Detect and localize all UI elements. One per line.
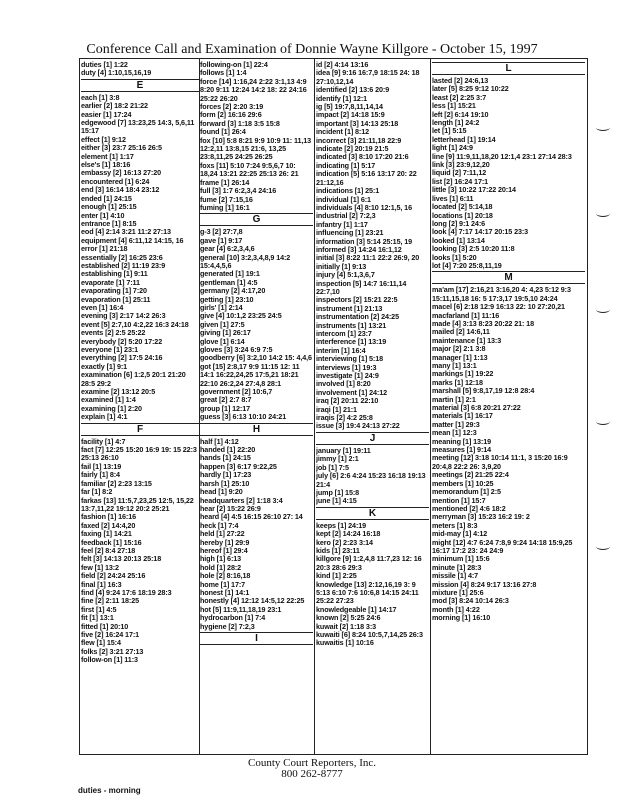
index-entry: events [2] 2:5 25:22 bbox=[81, 328, 146, 338]
index-entry: indicated [3] 8:10 17:20 21:6 bbox=[316, 152, 409, 162]
index-entry: interviews [1] 19:3 bbox=[316, 362, 377, 372]
index-entry: high [1] 6:13 bbox=[200, 554, 242, 564]
index-entry: gave [1] 9:17 bbox=[200, 235, 243, 245]
index-entry: individuals [4] 8:10 12:1,5, 16 bbox=[316, 202, 412, 212]
index-entry: honest [1] 14:1 bbox=[200, 587, 250, 597]
index-entry: influencing [1] 23:21 bbox=[316, 228, 384, 238]
index-entry: essentially [2] 16:25 23:6 bbox=[81, 252, 163, 262]
index-entry: g-3 [2] 27:7,8 bbox=[200, 227, 243, 237]
index-entry: month [1] 4:22 bbox=[432, 604, 480, 614]
margin-check-mark bbox=[596, 124, 610, 131]
index-entry: inspectors [2] 15:21 22:5 bbox=[316, 295, 398, 305]
index-entry: made [4] 3:13 8:23 20:22 21: 18 bbox=[432, 318, 534, 328]
index-entry: january [1] 19:11 bbox=[316, 445, 371, 455]
index-entry: looked [1] 13:14 bbox=[432, 235, 485, 245]
index-entry: encountered [1] 6:24 bbox=[81, 176, 150, 186]
index-entry: interviewing [1] 5:18 bbox=[316, 354, 383, 364]
index-entry: mission [4] 8:24 9:17 13:16 27:8 bbox=[432, 579, 537, 589]
index-entry: got [15] 2:8,17 9:9 11:15 12: 11 14:1 16:22,24,25 17:5,21 18:21 22:10 26:2,24 27:4,8 28:1 bbox=[200, 361, 300, 388]
index-entry: hardly [1] 17:23 bbox=[200, 470, 252, 480]
index-entry: everybody [2] 5:20 17:22 bbox=[81, 336, 163, 346]
index-entry: faxing [1] 14:21 bbox=[81, 529, 132, 539]
index-entry: general [10] 3:2,3,4,8,9 14:2 15:4,4,5,6 bbox=[200, 252, 291, 270]
index-entry: hygiene [2] 7:2,3 bbox=[200, 621, 255, 631]
index-entry: members [1] 10:25 bbox=[432, 478, 494, 488]
reporter-name: County Court Reporters, Inc. bbox=[247, 757, 376, 769]
index-entry: faxed [2] 14:4,20 bbox=[81, 520, 136, 530]
index-entry: feedback [1] 15:16 bbox=[81, 537, 142, 547]
index-entry: headquarters [2] 1:18 3:4 bbox=[200, 495, 283, 505]
index-entry: missile [1] 4:7 bbox=[432, 571, 479, 581]
index-entry: mid-may [1] 4:12 bbox=[432, 529, 488, 539]
index-entry: even [1] 16:4 bbox=[81, 302, 124, 312]
index-entry: meetings [2] 21:25 22:4 bbox=[432, 470, 509, 480]
index-entry: fit [1] 13:1 bbox=[81, 613, 114, 623]
index-entry: initial [3] 8:22 11:1 22:2 26:9, 20 bbox=[316, 253, 420, 263]
index-entry: industrial [2] 7:2,3 bbox=[316, 211, 376, 221]
index-entry: evening [3] 2:17 14:2 26:3 bbox=[81, 311, 166, 321]
index-entry: incorrect [3] 21:11,18 22:9 bbox=[316, 135, 402, 145]
index-entry: felt [3] 14:13 20:13 25:18 bbox=[81, 554, 162, 564]
index-entry: kuwaiti [6] 8:24 10:5,7,14,25 26:3 bbox=[316, 630, 423, 639]
index-entry: idea [9] 9:16 16:7,9 18:15 24: 18 27:10,12,14 bbox=[316, 68, 420, 86]
index-entry: link [3] 23:9,12,20 bbox=[432, 160, 490, 170]
index-entry: later [5] 8:25 9:12 10:22 bbox=[432, 84, 509, 94]
index-entry: gear [4] 6:2,3,4,6 bbox=[200, 244, 255, 254]
column-divider bbox=[430, 58, 431, 755]
index-entry: head [1] 9:20 bbox=[200, 487, 243, 497]
index-entry: duties [1] 1:22 bbox=[81, 61, 128, 69]
letter-header: I bbox=[200, 632, 313, 645]
index-entry: fairly [1] 8:4 bbox=[81, 470, 120, 480]
index-entry: fail [1] 13:19 bbox=[81, 461, 122, 471]
index-entry: glove [1] 6:14 bbox=[200, 336, 245, 346]
letter-header: G bbox=[200, 213, 313, 226]
margin-check-mark bbox=[596, 418, 610, 425]
index-entry: getting [1] 23:10 bbox=[200, 294, 254, 304]
index-entry: material [3] 6:8 20:21 27:22 bbox=[432, 403, 521, 413]
index-entry: indication [5] 5:16 13:17 20: 22 21:12,16 bbox=[316, 169, 417, 187]
index-entry: liquid [2] 7:11,12 bbox=[432, 168, 487, 178]
index-entry: hydrocarbon [1] 7:4 bbox=[200, 613, 266, 623]
index-entry: mailed [2] 14:6,11 bbox=[432, 327, 490, 337]
index-entry: macfarland [1] 11:16 bbox=[432, 310, 500, 320]
index-entry: everyone [1] 23:1 bbox=[81, 345, 139, 354]
page-range: duties - morning bbox=[78, 786, 141, 795]
letter-header: E bbox=[81, 79, 199, 92]
index-entry: far [1] 8:2 bbox=[81, 487, 113, 497]
index-entry: located [2] 5:14,18 bbox=[432, 202, 493, 212]
index-entry: foxs [11] 5:10 7:24 9:5,6,7 10: 18,24 13:21 22:25 25:13 26: 21 bbox=[200, 160, 299, 179]
index-entry: edgewood [7] 13:23,25 14:3, 5,6,11 15:17 bbox=[81, 118, 195, 136]
index-entry: five [2] 16:24 17:1 bbox=[81, 630, 140, 639]
index-entry: marks [1] 12:18 bbox=[432, 377, 483, 387]
index-entry: identify [1] 12:1 bbox=[316, 93, 368, 103]
index-entry: gentleman [1] 4:5 bbox=[200, 277, 258, 287]
index-entry: involved [1] 8:20 bbox=[316, 379, 371, 389]
index-entry: mean [1] 12:3 bbox=[432, 428, 477, 438]
index-entry: mentioned [2] 4:6 18:2 bbox=[432, 503, 506, 513]
index-entry: investigate [1] 24:9 bbox=[316, 371, 379, 381]
index-entry: important [3] 14:13 25:18 bbox=[316, 118, 399, 128]
index-entry: infantry [1] 1:17 bbox=[316, 219, 368, 229]
index-entry: lives [1] 6:11 bbox=[432, 193, 474, 203]
letter-header: M bbox=[432, 271, 585, 284]
index-entry: germany [2] 4:17,20 bbox=[200, 286, 266, 296]
index-entry: impact [2] 14:18 15:9 bbox=[316, 110, 385, 120]
index-entry: issue [3] 19:4 24:13 27:22 bbox=[316, 421, 400, 431]
index-entry: intercom [1] 23:7 bbox=[316, 329, 372, 338]
index-entry: hold [1] 28:2 bbox=[200, 562, 242, 572]
index-entry: final [1] 16:3 bbox=[81, 579, 122, 589]
index-entry: killgore [9] 1:2,4,8 11:7,23 12: 16 20:3 28:6 29:3 bbox=[316, 554, 422, 572]
index-entry: explain [1] 4:1 bbox=[81, 412, 128, 422]
index-column-1 bbox=[81, 61, 199, 753]
index-entry: lasted [2] 24:6,13 bbox=[432, 76, 489, 85]
index-entry: eod [4] 2:14 3:21 11:2 27:13 bbox=[81, 227, 171, 237]
index-entry: kuwaitis [1] 10:16 bbox=[316, 638, 374, 648]
index-entry: establishing [1] 9:11 bbox=[81, 269, 148, 279]
index-entry: following-on [1] 22:4 bbox=[200, 61, 268, 69]
index-entry: interim [1] 16:4 bbox=[316, 345, 366, 355]
index-entry: ma'am [17] 2:16,21 3:16,20 4: 4,23 5:12 9:3 15:11,15,18 16: 5 17:3,17 19:5,10 24:24 bbox=[432, 285, 571, 303]
index-entry: iraq [2] 20:11 22:10 bbox=[316, 396, 379, 406]
index-entry: frame [1] 26:14 bbox=[200, 177, 250, 187]
index-entry: flew [1] 15:4 bbox=[81, 638, 121, 648]
index-entry: mention [1] 15:7 bbox=[432, 495, 486, 505]
index-entry: job [1] 7:5 bbox=[316, 462, 349, 472]
index-entry: knowledgeable [1] 14:17 bbox=[316, 604, 397, 614]
index-entry: evaporate [1] 7:11 bbox=[81, 277, 140, 287]
index-entry: few [1] 13:2 bbox=[81, 562, 119, 572]
index-entry: earlier [2] 18:2 21:22 bbox=[81, 101, 148, 111]
index-entry: look [4] 7:17 14:17 20:15 23:3 bbox=[432, 227, 529, 237]
index-entry: give [4] 10:1,2 23:25 24:5 bbox=[200, 311, 282, 321]
index-entry: examining [1] 2:20 bbox=[81, 403, 142, 413]
index-entry: indicate [2] 20:19 21:5 bbox=[316, 144, 389, 154]
index-entry: force [14] 1:16,24 2:22 3:1,13 4:9 8:20 9:11 12:24 14:2 18: 22 24:16 25:22 26:20 bbox=[200, 76, 307, 103]
index-entry: many [1] 13:1 bbox=[432, 361, 477, 370]
index-entry: indicating [1] 5:17 bbox=[316, 160, 376, 170]
index-column-4 bbox=[432, 61, 585, 753]
index-entry: duty [4] 1:10,15,16,19 bbox=[81, 68, 152, 78]
index-entry: involvement [1] 24:12 bbox=[316, 387, 388, 397]
index-entry: evaporation [1] 25:11 bbox=[81, 294, 151, 304]
index-entry: little [3] 10:22 17:22 20:14 bbox=[432, 185, 516, 195]
index-entry: girls' [1] 2:14 bbox=[200, 302, 243, 312]
index-entry: id [2] 4:14 13:16 bbox=[316, 61, 369, 69]
index-entry: might [12] 4:7 6:24 7:8,9 9:24 14:18 15:9,25 16:17 17:2 23: 24 24:9 bbox=[432, 537, 573, 555]
margin-check-mark bbox=[596, 210, 610, 217]
index-entry: identified [2] 13:6 20:9 bbox=[316, 85, 390, 95]
index-entry: locations [1] 20:18 bbox=[432, 210, 493, 220]
index-entry: hereby [1] 29:9 bbox=[200, 537, 250, 547]
index-entry: fitted [1] 20:10 bbox=[81, 621, 129, 631]
index-entry: end [3] 16:14 18:4 23:12 bbox=[81, 185, 160, 195]
index-entry: lot [4] 7:20 25:8,11,19 bbox=[432, 260, 502, 270]
index-entry: indications [1] 25:1 bbox=[316, 186, 380, 196]
index-entry: looking [3] 2:5 10:20 11:8 bbox=[432, 244, 515, 254]
index-entry: martin [1] 2:1 bbox=[432, 394, 476, 404]
index-entry: harsh [1] 25:10 bbox=[200, 478, 250, 488]
index-entry: meaning [1] 13:19 bbox=[432, 436, 492, 446]
index-entry: find [4] 9:24 17:6 18:19 28:3 bbox=[81, 587, 172, 597]
index-entry: light [1] 24:9 bbox=[432, 143, 473, 153]
index-entry: follows [1] 1:4 bbox=[200, 68, 247, 78]
index-entry: fume [2] 7:15,16 bbox=[200, 194, 253, 204]
index-entry: letterhead [1] 19:14 bbox=[432, 134, 496, 144]
index-entry: government [2] 10:6,7 bbox=[200, 387, 273, 397]
index-entry: honestly [4] 12:12 14:5,12 22:25 bbox=[200, 596, 305, 606]
index-entry: meters [1] 8:3 bbox=[432, 520, 478, 530]
index-entry: let [1] 5:15 bbox=[432, 126, 467, 136]
index-entry: hear [2] 15:22 26:9 bbox=[200, 503, 261, 513]
index-entry: each [1] 3:8 bbox=[81, 92, 120, 102]
index-entry: else's [1] 18:16 bbox=[81, 160, 131, 170]
index-entry: individual [1] 6:1 bbox=[316, 194, 371, 204]
index-entry: evaporating [1] 7:20 bbox=[81, 286, 147, 296]
index-entry: either [3] 23:7 25:16 26:5 bbox=[81, 143, 162, 153]
index-entry: macel [6] 2:18 12:9 16:13 22: 10 27:20,21 bbox=[432, 302, 565, 312]
index-entry: kero [2] 2:23 3:14 bbox=[316, 537, 373, 547]
index-entry: farkas [13] 11:5,7,23,25 12:5, 15,22 13:7,11,22 19:12 20:2 25:21 bbox=[81, 495, 194, 513]
index-entry: line [9] 11:9,11,18,20 12:1,4 23:1 27:14 28:3 bbox=[432, 151, 572, 161]
index-entry: given [1] 27:5 bbox=[200, 319, 245, 329]
document-title: Conference Call and Examination of Donnie Wayne Killgore - October 15, 1997 bbox=[86, 42, 538, 57]
index-entry: half [1] 4:12 bbox=[200, 436, 239, 446]
index-entry: fine [2] 2:11 18:25 bbox=[81, 596, 140, 606]
index-entry: handed [1] 22:20 bbox=[200, 445, 256, 455]
index-entry: hot [5] 11:9,11,18,19 23:1 bbox=[200, 604, 282, 614]
index-entry: field [2] 24:24 25:16 bbox=[81, 571, 146, 581]
index-entry: inspection [5] 14:7 16:11,14 22:7,10 bbox=[316, 278, 407, 296]
index-entry: gloves [3] 3:24 6:9 7:5 bbox=[200, 345, 273, 354]
index-entry: forces [2] 2:20 3:19 bbox=[200, 102, 264, 112]
index-entry: full [3] 1:7 6:2,3,4 24:16 bbox=[200, 186, 277, 196]
index-entry: guess [3] 6:13 10:10 24:21 bbox=[200, 412, 287, 422]
index-entry: instrumentation [2] 24:25 bbox=[316, 312, 399, 322]
index-entry: embassy [2] 16:13 27:20 bbox=[81, 168, 162, 178]
index-entry: morning [1] 16:10 bbox=[432, 613, 491, 623]
index-entry: facility [1] 4:7 bbox=[81, 436, 126, 446]
index-entry: least [2] 2:25 3:7 bbox=[432, 92, 487, 102]
index-entry: meeting [12] 3:18 10:14 11:1, 3 15:20 16:9 20:4,8 22:2 26: 3,9,20 bbox=[432, 453, 568, 471]
index-entry: matter [1] 29:3 bbox=[432, 419, 480, 429]
index-entry: knowledge [13] 2:12,16,19 3: 9 5:13 6:10 7:6 10:6,8 14:15 24:11 25:22 27:23 bbox=[316, 579, 419, 606]
index-entry: manager [1] 1:13 bbox=[432, 352, 488, 362]
index-entry: marshall [5] 9:8,17,19 12:8 28:4 bbox=[432, 386, 535, 396]
index-entry: july [6] 2:6 4:24 15:23 16:18 19:13 21:4 bbox=[316, 471, 426, 489]
index-entry: initially [1] 9:13 bbox=[316, 261, 367, 271]
index-entry: keeps [1] 24:19 bbox=[316, 520, 367, 530]
index-column-2 bbox=[200, 61, 313, 753]
index-entry: happen [3] 6:17 9:22,25 bbox=[200, 461, 277, 471]
index-entry: known [2] 5:25 24:6 bbox=[316, 613, 381, 623]
index-entry: merryman [3] 15:23 16:2 19: 2 bbox=[432, 512, 530, 522]
index-entry: mixture [1] 25:6 bbox=[432, 587, 484, 597]
index-entry: memorandum [1] 2:5 bbox=[432, 487, 501, 497]
index-entry: equipment [4] 6:11,12 14:15, 16 bbox=[81, 235, 184, 245]
letter-header: K bbox=[316, 507, 429, 520]
index-entry: kind [1] 2:25 bbox=[316, 571, 357, 581]
index-entry: great [2] 2:7 8:7 bbox=[200, 395, 252, 405]
index-entry: left [2] 6:14 19:10 bbox=[432, 109, 489, 119]
index-entry: examination [6] 1:2,5 20:1 21:20 28:5 29:2 bbox=[81, 370, 186, 388]
index-entry: kids [1] 23:11 bbox=[316, 545, 360, 555]
index-entry: giving [1] 26:17 bbox=[200, 328, 251, 338]
index-entry: heck [1] 7:4 bbox=[200, 520, 239, 530]
index-entry: exactly [1] 9:1 bbox=[81, 361, 128, 371]
index-entry: everything [2] 17:5 24:16 bbox=[81, 353, 163, 363]
reporter-phone: 800 262-8777 bbox=[281, 768, 343, 780]
index-entry: materials [1] 16:17 bbox=[432, 411, 493, 421]
index-entry: june [1] 4:15 bbox=[316, 496, 357, 506]
index-entry: maintenance [1] 13:3 bbox=[432, 335, 502, 345]
index-entry: examine [2] 13:12 20:5 bbox=[81, 387, 156, 397]
index-entry: effect [1] 9:12 bbox=[81, 134, 126, 144]
index-entry: less [1] 15:21 bbox=[432, 101, 476, 111]
index-entry: element [1] 1:17 bbox=[81, 151, 134, 161]
index-entry: kept [2] 14:24 16:18 bbox=[316, 529, 381, 539]
index-entry: enter [1] 4:10 bbox=[81, 210, 125, 220]
index-entry: mod [3] 8:24 10:14 26:3 bbox=[432, 596, 509, 606]
column-divider bbox=[314, 58, 315, 755]
index-entry: group [1] 12:17 bbox=[200, 403, 251, 413]
index-entry: error [1] 21:18 bbox=[81, 244, 128, 254]
index-column-3 bbox=[316, 61, 429, 753]
index-entry: folks [2] 3:21 27:13 bbox=[81, 646, 144, 656]
index-entry: held [1] 27:22 bbox=[200, 529, 245, 539]
index-entry: enough [1] 25:15 bbox=[81, 202, 137, 212]
index-entry: minute [1] 28:3 bbox=[432, 562, 482, 572]
index-entry: follow-on [1] 11:3 bbox=[81, 655, 138, 665]
index-entry: heard [4] 4:5 16:15 26:10 27: 14 bbox=[200, 512, 303, 522]
index-entry: informed [3] 14:24 16:1,12 bbox=[316, 244, 402, 254]
index-entry: goodberry [6] 3:2,10 14:2 15: 4,4,6 bbox=[200, 353, 312, 363]
index-entry: found [1] 26:4 bbox=[200, 127, 246, 137]
index-entry: forward [3] 1:18 3:5 15:8 bbox=[200, 118, 280, 128]
index-entry: familiar [2] 2:23 13:15 bbox=[81, 478, 152, 488]
letter-header: L bbox=[432, 62, 585, 75]
index-entry: information [3] 5:14 25:15, 19 bbox=[316, 236, 413, 246]
index-entry: interference [1] 13:19 bbox=[316, 337, 387, 347]
index-entry: examined [1] 1:4 bbox=[81, 395, 136, 405]
margin-check-mark bbox=[596, 306, 610, 313]
index-entry: feel [2] 8:4 27:18 bbox=[81, 545, 136, 555]
index-entry: fox [10] 5:8 8:21 9:9 10:9 11: 11,13 12:2,11 13:8,15 21:6, 13,25 23:8,11,25 24:25 26:25 bbox=[200, 135, 312, 162]
index-entry: easier [1] 17:24 bbox=[81, 109, 132, 119]
index-entry: ig [5] 19:7,8,11,14,14 bbox=[316, 102, 383, 112]
letter-header: J bbox=[316, 432, 429, 445]
index-entry: fuming [1] 16:1 bbox=[200, 202, 250, 212]
index-entry: length [1] 24:2 bbox=[432, 118, 480, 128]
index-entry: jump [1] 15:8 bbox=[316, 487, 360, 497]
index-entry: major [2] 2:1 3:8 bbox=[432, 344, 486, 354]
index-entry: minimum [1] 15:6 bbox=[432, 554, 490, 564]
index-entry: list [2] 16:24 17:1 bbox=[432, 176, 489, 186]
index-entry: event [5] 2:7,10 4:2,22 16:3 24:18 bbox=[81, 319, 189, 329]
index-entry: generated [1] 19:1 bbox=[200, 269, 260, 279]
index-entry: looks [1] 5:20 bbox=[432, 252, 477, 262]
index-entry: established [2] 11:19 23:9 bbox=[81, 260, 166, 270]
index-entry: instrument [1] 21:13 bbox=[316, 303, 383, 313]
index-entry: form [2] 16:16 29:6 bbox=[200, 110, 262, 120]
index-entry: jimmy [1] 2:1 bbox=[316, 454, 359, 464]
index-entry: markings [1] 19:22 bbox=[432, 369, 494, 379]
index-entry: hereof [1] 29:4 bbox=[200, 545, 248, 555]
index-entry: incident [1] 8:12 bbox=[316, 127, 370, 137]
index-entry: home [1] 17:7 bbox=[200, 579, 246, 589]
index-entry: kuwait [2] 1:18 3:3 bbox=[316, 621, 377, 631]
index-entry: injury [4] 5:1,3,6,7 bbox=[316, 270, 375, 280]
index-entry: long [2] 9:1 24:6 bbox=[432, 218, 486, 228]
letter-header: F bbox=[81, 423, 199, 436]
index-entry: instruments [1] 13:21 bbox=[316, 320, 387, 330]
index-entry: fashion [1] 16:16 bbox=[81, 512, 137, 522]
index-entry: measures [1] 9:14 bbox=[432, 445, 492, 455]
index-entry: iraqis [2] 4:2 25:8 bbox=[316, 413, 373, 423]
index-entry: entrance [1] 8:15 bbox=[81, 218, 137, 228]
index-entry: hole [2] 8:16,18 bbox=[200, 571, 251, 581]
index-entry: iraqi [1] 21:1 bbox=[316, 404, 357, 414]
margin-check-mark bbox=[596, 543, 610, 550]
letter-header: H bbox=[200, 423, 313, 436]
index-entry: fact [7] 12:25 15:20 16:9 19: 15 22:3 25:13 26:10 bbox=[81, 445, 197, 463]
index-entry: first [1] 4:5 bbox=[81, 604, 117, 614]
index-entry: ended [1] 24:15 bbox=[81, 193, 132, 203]
index-entry: hands [1] 24:15 bbox=[200, 453, 251, 463]
